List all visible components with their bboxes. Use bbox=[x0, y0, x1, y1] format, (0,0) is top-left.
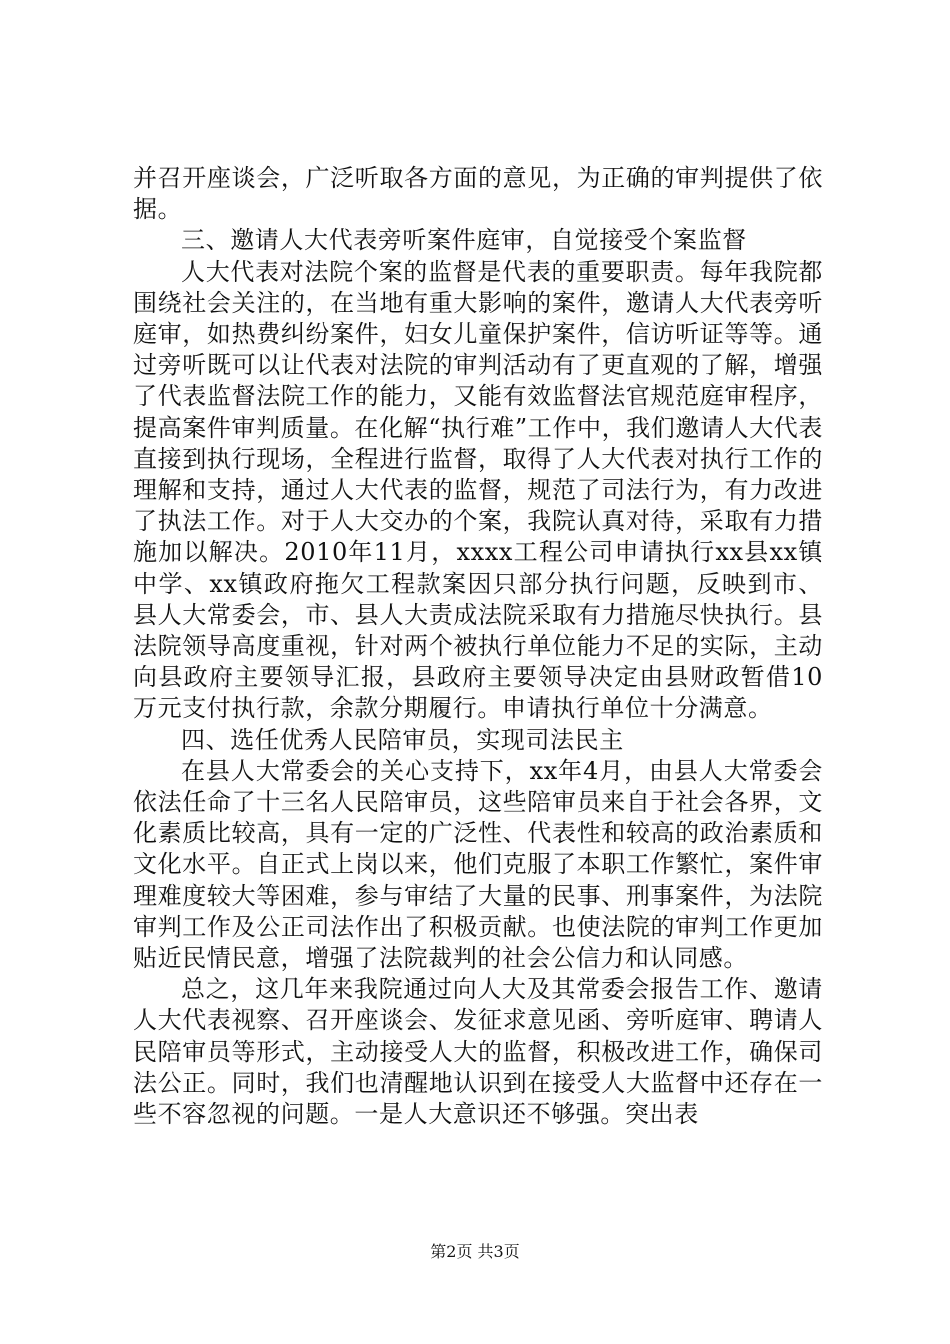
section-heading-4: 四、选任优秀人民陪审员，实现司法民主 bbox=[181, 725, 624, 754]
document-body bbox=[133, 163, 823, 1130]
paragraph-summary: 总之，这几年来我院通过向人大及其常委会报告工作、邀请人大代表视察、召开座谈会、发征求意见函、旁听庭审、聘请人民陪审员等形式，主动接受人大的监督，积极改进工作，确保司法公正。同时，我们也清醒地认识到在接受人大监督中还存在一些不容忽视的问题。一是人大意识还不够强。突出表 bbox=[133, 975, 823, 1129]
paragraph-individual-case-supervision: 人大代表对法院个案的监督是代表的重要职责。每年我院都围绕社会关注的，在当地有重大影响的案件，邀请人大代表旁听庭审，如热费纠纷案件，妇女儿童保护案件，信访听证等等。通过旁听既可以让代表对法院的审判活动有了更直观的了解，增强了代表监督法院工作的能力，又能有效监督法官规范庭审程序，提高案件审判质量。在化解“执行难”工作中，我们邀请人大代表直接到执行现场，全程进行监督，取得了人大代表对执行工作的理解和支持，通过人大代表的监督，规范了司法行为，有力改进了执法工作。对于人大交办的个案，我院认真对待，采取有力措施加以解决。2010年11月，xxxx工程公司申请执行xx县xx镇中学、xx镇政府拖欠工程款案因只部分执行问题，反映到市、县人大常委会，市、县人大责成法院采取有力措施尽快执行。县法院领导高度重视，针对两个被执行单位能力不足的实际，主动向县政府主要领导汇报，县政府主要领导决定由县财政暂借10万元支付执行款，余款分期履行。申请执行单位十分满意。 bbox=[133, 257, 823, 723]
section-heading-3: 三、邀请人大代表旁听案件庭审，自觉接受个案监督 bbox=[181, 226, 747, 255]
paragraph-people-assessors: 在县人大常委会的关心支持下，xx年4月，由县人大常委会依法任命了十三名人民陪审员，这些陪审员来自于社会各界，文化素质比较高，具有一定的广泛性、代表性和较高的政治素质和文化水平。自正式上岗以来，他们克服了本职工作繁忙，案件审理难度较大等困难，参与审结了大量的民事、刑事案件，为法院审判工作及公正司法作出了积极贡献。也使法院的审判工作更加贴近民情民意，增强了法院裁判的社会公信力和认同感。 bbox=[133, 756, 823, 973]
page-number-footer: 第2页 共3页 bbox=[430, 1242, 520, 1261]
paragraph-continuation: 并召开座谈会，广泛听取各方面的意见，为正确的审判提供了依据。 bbox=[133, 164, 823, 224]
